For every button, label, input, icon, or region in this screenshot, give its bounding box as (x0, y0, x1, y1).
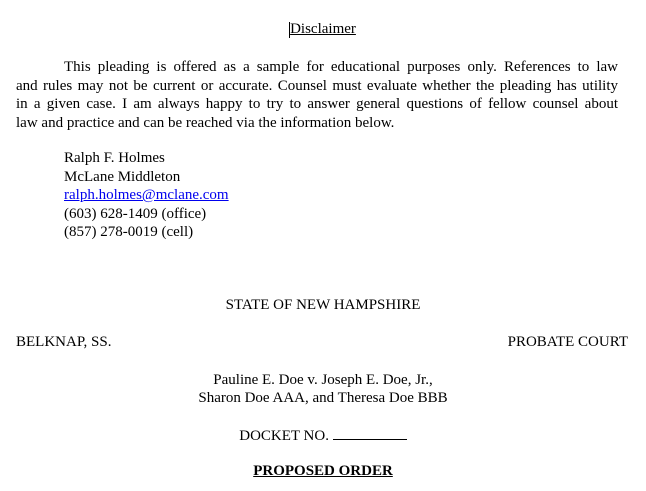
order-title-row (0, 462, 646, 480)
county-label: BELKNAP, SS. (16, 334, 112, 350)
disclaimer-title (290, 21, 356, 37)
disclaimer-paragraph (16, 58, 618, 132)
contact-name: Ralph F. Holmes (64, 150, 165, 166)
contact-cell-phone: (857) 278-0019 (cell) (64, 224, 194, 240)
disclaimer-line (16, 58, 618, 77)
parties-line-2: Sharon Doe AAA, and Theresa Doe BBB (198, 390, 448, 406)
disclaimer-title-text: Disclaimer (290, 21, 356, 37)
disclaimer-line: in a given case. I am always happy to try to answer general questions of fellow counsel about (16, 96, 618, 112)
text-cursor (289, 22, 290, 38)
court-label: PROBATE COURT (507, 334, 628, 350)
parties-line-1: Pauline E. Doe v. Joseph E. Doe, Jr., (213, 372, 433, 388)
disclaimer-line-text: This pleading is offered as a sample for educational purposes only. References to law (64, 59, 618, 75)
state-heading: STATE OF NEW HAMPSHIRE (225, 297, 421, 313)
disclaimer-line: and rules may not be current or accurate. Counsel must evaluate whether the pleading has utility (16, 77, 618, 94)
contact-email-link[interactable]: ralph.holmes@mclane.com (64, 187, 229, 203)
docket-label: DOCKET NO. (239, 428, 329, 444)
docket-number-blank (333, 426, 407, 440)
contact-block (64, 149, 229, 242)
document-title: PROPOSED ORDER (253, 463, 393, 479)
disclaimer-heading-row (0, 20, 646, 38)
contact-firm: McLane Middleton (64, 168, 181, 185)
docket-line (0, 426, 646, 445)
contact-office-phone: (603) 628-1409 (office) (64, 205, 207, 222)
disclaimer-line: law and practice and can be reached via the information below. (16, 114, 395, 131)
